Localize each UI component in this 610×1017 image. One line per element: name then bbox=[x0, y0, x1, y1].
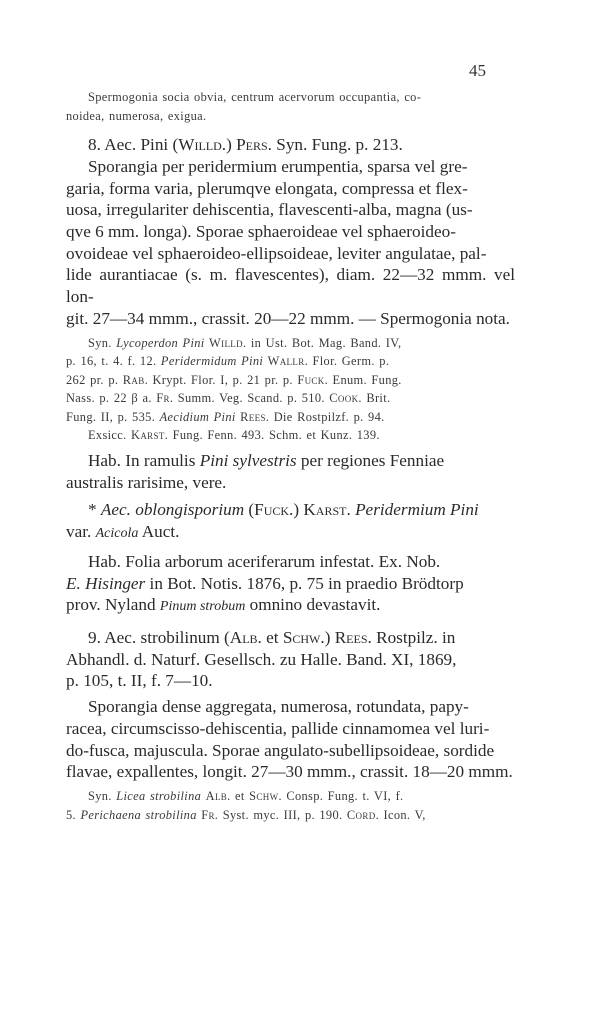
page-body bbox=[66, 88, 515, 824]
entry-8-habitat: Hab. In ramulis Pini sylvestris per regiones Fenniae australis rarisime, vere. bbox=[66, 451, 445, 492]
entry-9-title: 9. Aec. strobilinum (Alb. et Schw.) Rees. Rostpilz. in Abhandl. d. Naturf. Gesellsch. zu Halle. Band. XI, 1869, p. 105, t. II, f. 7—10. bbox=[66, 628, 457, 691]
entry-8-exsiccatae: Exsicc. Karst. Fung. Fenn. 493. Schm. et Kunz. 139. bbox=[88, 428, 380, 443]
entry-9-synonyms: Syn. Licea strobilina Alb. et Schw. Consp. Fung. t. VI, f. 5. Perichaena strobilina Fr. Syst. myc. III, p. 190. Cord. Icon. V, bbox=[66, 788, 426, 822]
entry-star-habitat: Hab. Folia arborum aceriferarum infestat. Ex. Nob. E. Hisinger in Bot. Notis. 1876, p. 75 in praedio Brödtorp prov. Nyland Pinum strobum omnino devastavit. bbox=[66, 551, 464, 615]
page-number: 45 bbox=[469, 61, 486, 80]
entry-star-title: * Aec. oblongisporium (Fuck.) Karst. Peridermium Pini var. Acicola Auct. bbox=[66, 500, 479, 542]
entry-8-synonyms: Syn. Lycoperdon Pini Willd. in Ust. Bot. Mag. Band. IV, p. 16, t. 4. f. 12. Peridermidum Pini Wallr. Flor. Germ. p. 262 pr. p. Rab. Krypt. Flor. I, p. 21 pr. p. Fuck. Enum. Fung. Nass. p. 22 β a. Fr. Summ. Veg. Scand. p. 510. Cook. Brit. Fung. II, p. 535. Aecidium Pini Rees. Die Rostpilzf. p. 94. bbox=[66, 335, 402, 424]
spermogonia-note: Spermogonia socia obvia, centrum acervorum occupantia, co- noidea, numerosa, exigua. bbox=[66, 90, 422, 123]
entry-8-description: Sporangia per peridermium erumpentia, sparsa vel gre- garia, forma varia, plerumqve elongata, compressa et flex- uosa, irregulariter dehiscentia, flavescenti-alba, magna (us- qve 6 mm. longa). Sporae sphaeroideae vel sphaeroideo- ovoideae vel sphaeroideo-ellipsoideae, leviter angulatae, pal- lide aurantiacae (s. m. flavescentes), diam. 22—32 mmm. vel lon- git. 27—34 mmm., crassit. 20—22 mmm. — Spermogonia nota. bbox=[66, 156, 515, 328]
entry-8-title: 8. Aec. Pini (Willd.) Pers. Syn. Fung. p. 213. bbox=[88, 135, 403, 155]
entry-9-description: Sporangia dense aggregata, numerosa, rotundata, papy- racea, circumscisso-dehiscentia, pallide cinnamomea vel luri- do-fusca, majuscula. Sporae angulato-subellipsoideae, sordide flavae, expallentes, longit. 27—30 mmm., crassit. 18—20 mmm. bbox=[66, 697, 513, 782]
